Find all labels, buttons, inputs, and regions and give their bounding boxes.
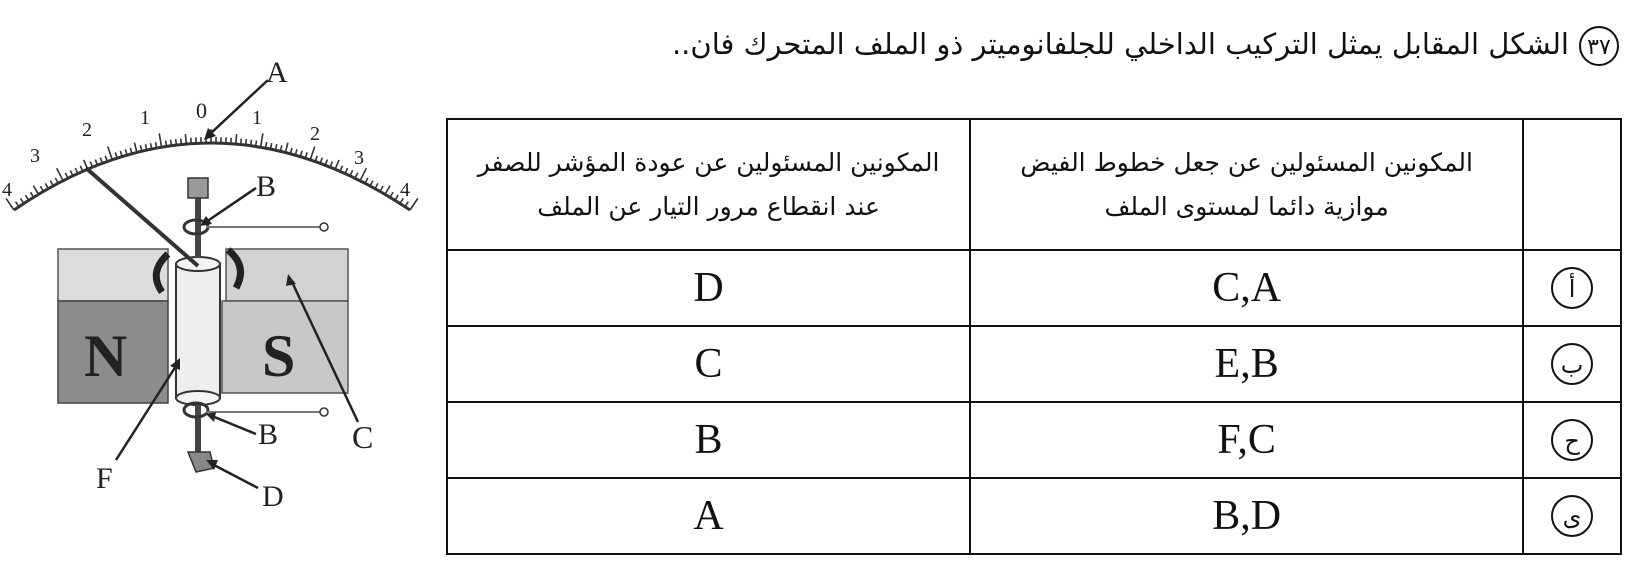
scale-tick xyxy=(108,146,113,159)
header-choice-cell xyxy=(1523,119,1621,250)
scale-label-zero: 0 xyxy=(196,98,207,123)
scale-tick xyxy=(134,143,136,153)
bottom-spring-terminal xyxy=(320,408,328,416)
return-answer-cell xyxy=(447,402,970,478)
return-answer-cell xyxy=(447,478,970,554)
return-answer-value: C xyxy=(694,341,723,387)
scale-tick xyxy=(176,139,177,145)
label-b-bottom: B xyxy=(258,418,279,451)
scale-tick xyxy=(405,202,408,207)
choice-cell[interactable] xyxy=(1523,478,1621,554)
return-answer-value: B xyxy=(694,417,723,463)
label-c: C xyxy=(352,419,374,455)
scale-label-right-2: 2 xyxy=(310,123,320,145)
choice-cell[interactable] xyxy=(1523,250,1621,326)
answer-table xyxy=(446,118,1622,555)
label-d: D xyxy=(262,480,284,513)
scale-label-left-1: 1 xyxy=(140,107,150,129)
return-answer-value: D xyxy=(693,265,724,311)
moving-coil xyxy=(176,264,220,398)
scale-label-left-4: 4 xyxy=(2,179,12,201)
label-f: F xyxy=(96,462,113,495)
question-number: ٣٧ xyxy=(1579,26,1619,66)
arrow-b-bottom xyxy=(212,416,256,434)
scale-tick xyxy=(21,198,24,203)
question-heading xyxy=(419,20,1619,68)
table-header-row xyxy=(447,119,1621,250)
label-b-top: B xyxy=(256,170,277,203)
scale-tick xyxy=(266,142,267,148)
arrow-d xyxy=(212,464,258,488)
scale-tick xyxy=(75,168,78,173)
scale-tick xyxy=(171,140,172,146)
flux-answer-value: E,B xyxy=(1214,341,1279,387)
header-pointer-return xyxy=(447,119,970,250)
choice-cell[interactable] xyxy=(1523,402,1621,478)
scale-label-left-2: 2 xyxy=(82,119,92,141)
magnet-south-label: S xyxy=(262,323,296,389)
scale-tick xyxy=(310,146,314,159)
scale-tick xyxy=(340,166,342,171)
scale-label-left-3: 3 xyxy=(30,145,40,167)
scale-tick xyxy=(360,168,366,181)
flux-answer-cell xyxy=(970,326,1523,402)
scale-label-right-4: 4 xyxy=(400,179,410,201)
choice-badge-c[interactable]: ح xyxy=(1551,419,1593,461)
label-a: A xyxy=(266,56,288,89)
flux-answer-cell xyxy=(970,250,1523,326)
scale-tick xyxy=(335,160,339,169)
choice-badge-d[interactable]: ى xyxy=(1551,495,1593,537)
galvanometer-diagram xyxy=(0,36,440,581)
return-answer-value: A xyxy=(693,493,724,539)
scale-tick xyxy=(159,133,161,147)
scale-tick xyxy=(410,198,418,210)
flux-answer-value: B,D xyxy=(1212,493,1282,539)
header-pointer-return-text: المكونين المسئولين عن عودة المؤشر للصفر عند انقطاع مرور التيار عن الملف xyxy=(477,147,940,221)
scale-tick xyxy=(251,140,252,146)
return-answer-cell xyxy=(447,326,970,402)
table-row[interactable] xyxy=(447,478,1621,554)
header-flux-lines-text: المكونين المسئولين عن جعل خطوط الفيض موازية دائما لمستوى الملف xyxy=(1020,147,1473,221)
scale-label-right-1: 1 xyxy=(252,107,262,129)
scale-tick xyxy=(166,140,167,146)
scale-tick xyxy=(16,202,19,207)
flux-answer-value: C,A xyxy=(1212,265,1282,311)
scale-label-right-3: 3 xyxy=(354,147,364,169)
table-row[interactable] xyxy=(447,326,1621,402)
scale-arc xyxy=(14,143,410,210)
top-bearing xyxy=(188,178,208,198)
choice-badge-a[interactable]: أ xyxy=(1551,267,1593,309)
scale-tick xyxy=(261,133,263,147)
table-row[interactable] xyxy=(447,250,1621,326)
flux-answer-cell xyxy=(970,478,1523,554)
top-spring-terminal xyxy=(320,223,328,231)
table-row[interactable] xyxy=(447,402,1621,478)
flux-answer-value: F,C xyxy=(1217,417,1276,463)
scale-tick xyxy=(57,168,63,180)
choice-badge-b[interactable]: ب xyxy=(1551,343,1593,385)
scale-tick xyxy=(33,186,38,195)
header-flux-lines xyxy=(970,119,1523,250)
scale-tick xyxy=(285,143,287,153)
scale-tick xyxy=(236,134,237,144)
magnet-north-upper xyxy=(58,249,168,301)
scale-tick xyxy=(246,139,247,145)
scale-tick xyxy=(345,168,347,173)
question-text: الشكل المقابل يمثل التركيب الداخلي للجلفانوميتر ذو الملف المتحرك فان.. xyxy=(671,27,1569,61)
scale-tick xyxy=(181,139,182,145)
scale-tick xyxy=(80,166,82,171)
flux-answer-cell xyxy=(970,402,1523,478)
scale-tick xyxy=(385,186,390,195)
scale-tick xyxy=(256,140,257,146)
magnet-south-upper xyxy=(226,249,348,301)
scale-tick xyxy=(156,142,157,148)
scale-tick xyxy=(185,134,186,144)
scale-tick xyxy=(241,139,242,145)
magnet-north-label: N xyxy=(84,323,128,389)
arrow-b-top xyxy=(206,188,256,222)
scale-ticks xyxy=(6,129,418,210)
choice-cell[interactable] xyxy=(1523,326,1621,402)
return-answer-cell xyxy=(447,250,970,326)
